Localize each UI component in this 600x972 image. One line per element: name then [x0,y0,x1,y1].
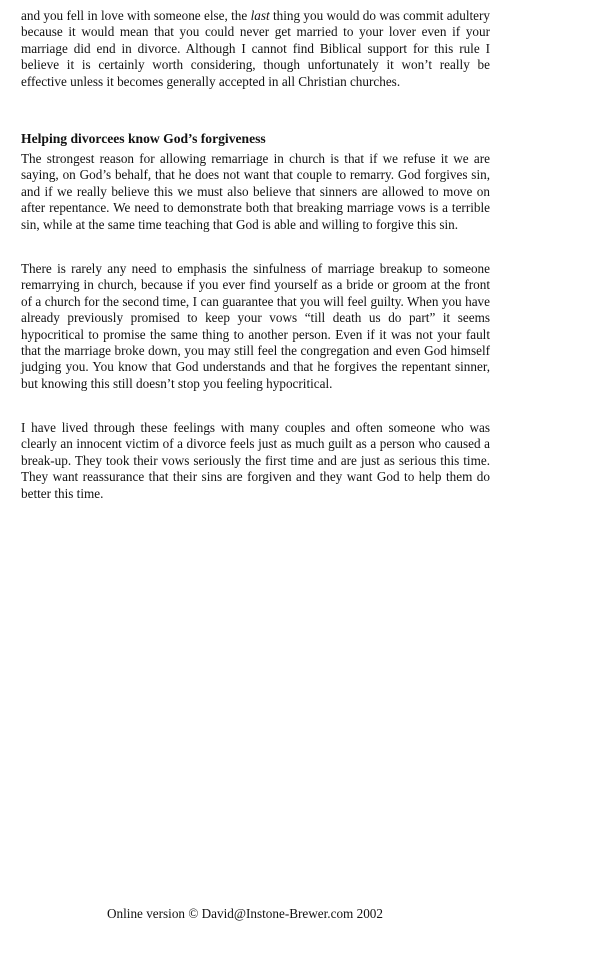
emphasis-text: last [250,8,270,23]
paragraph [21,8,490,90]
section-heading: Helping divorcees know God’s forgiveness [21,131,266,146]
page-footer: Online version © David@Instone-Brewer.com 2002 [107,906,383,921]
paragraph-text: The strongest reason for allowing remarriage in church is that if we refuse it we are saying, on God’s behalf, that he does not want that couple to remarry. God forgives sin, and if we really believe this we must also believe that sinners are allowed to move on after repentance. We need to demonstrate both that breaking marriage vows is a terrible sin, while at the same time teaching that God is able and willing to forgive this sin. [21,151,490,232]
paragraph [21,420,490,502]
paragraph-text: and you fell in love with someone else, the last thing you would do was commit adultery because it would mean that you could never get married to your lover even if your marriage did end in divorce. Although I cannot find Biblical support for this rule I believe it is certainly worth considering, though unfortunately it won’t really be effective unless it becomes generally accepted in all Christian churches. [21,8,490,89]
paragraph [21,261,490,392]
paragraph [21,151,490,233]
paragraph-text: There is rarely any need to emphasis the sinfulness of marriage breakup to someone remarrying in church, because if you ever find yourself as a bride or groom at the front of a church for the second time, I can guarantee that you will feel guilty. When you have already previously promised to keep your vows “till death us do part” it seems hypocritical to promise the same thing to another person. Even if it was not your fault that the marriage broke down, you may still feel the congregation and even God himself judging you. You know that God understands and that he forgives the repentant sinner, but knowing this still doesn’t stop you feeling hypocritical. [21,261,490,391]
paragraph-text: I have lived through these feelings with many couples and often someone who was clearly an innocent victim of a divorce feels just as much guilt as a person who caused a break-up. They took their vows seriously the first time and are just as serious this time. They want reassurance that their sins are forgiven and they want God to help them do better this time. [21,420,490,501]
